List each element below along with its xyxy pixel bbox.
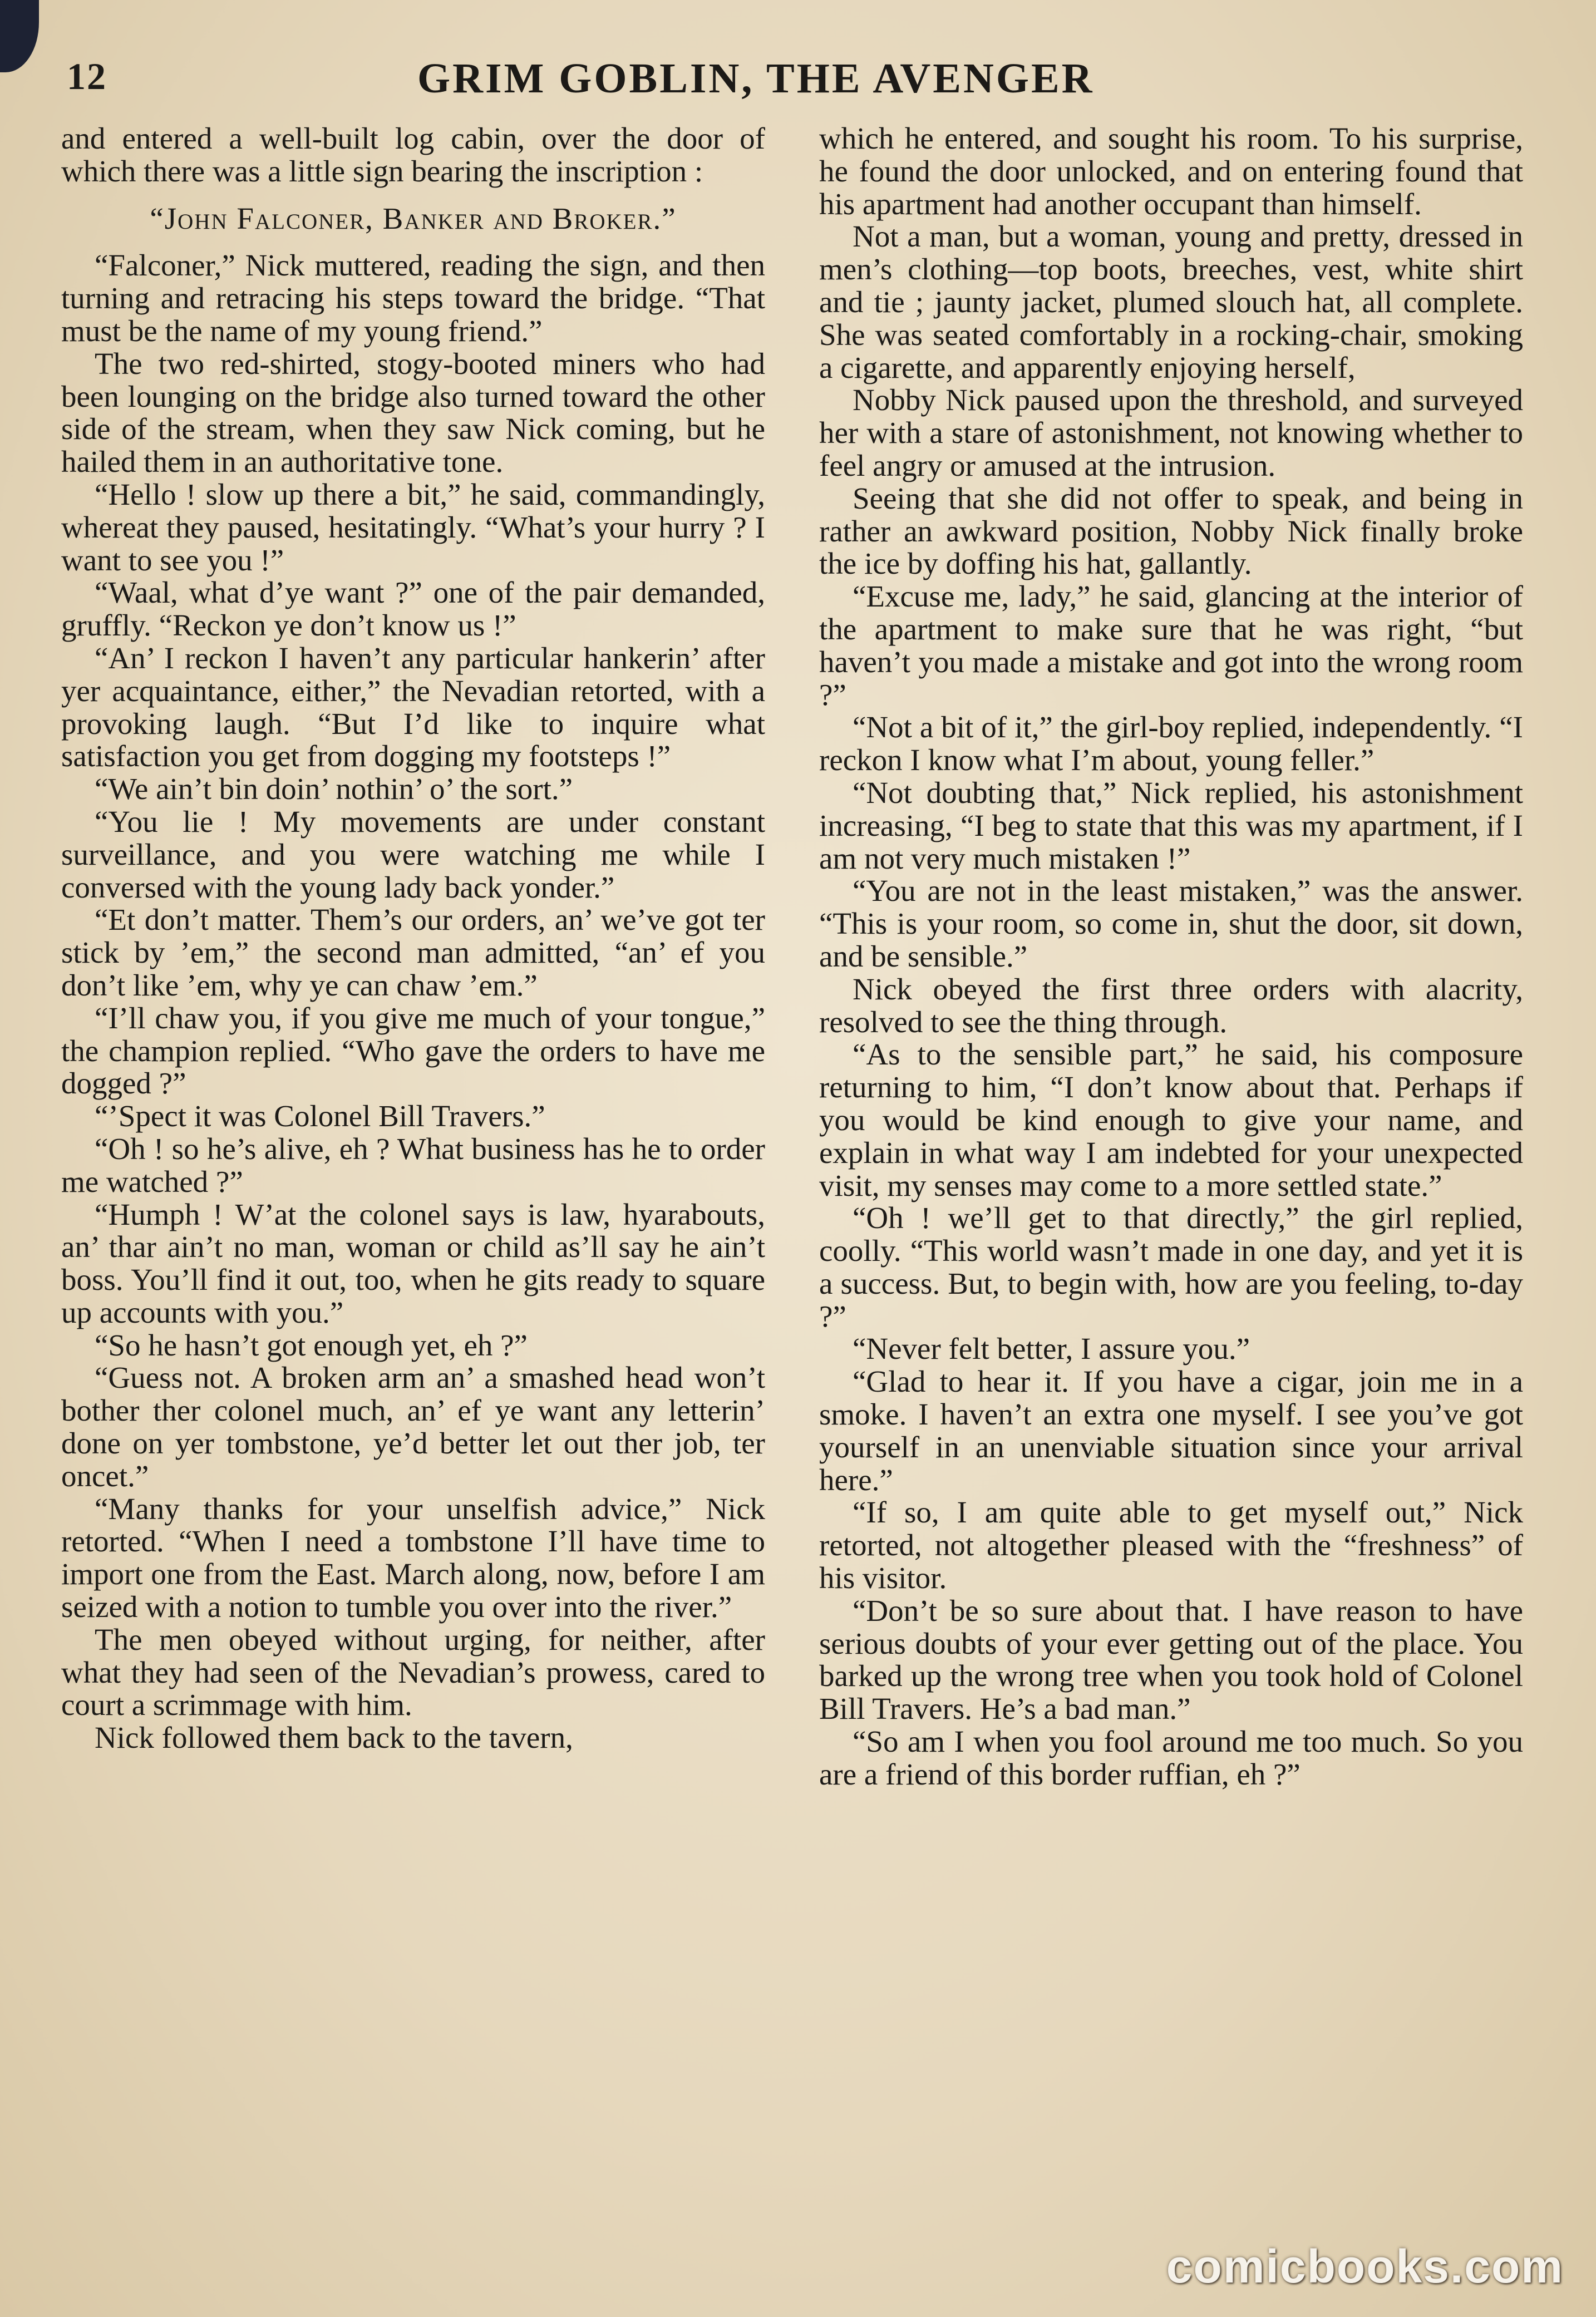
paragraph: “Falconer,” Nick muttered, reading the sign, and then turning and retracing his steps toward the bridge. “That must be the name of my young friend.”	[61, 248, 765, 348]
paragraph: “Many thanks for your unselfish advice,” Nick retorted. “When I need a tombstone I’ll have time to import one from the East. March along, now, before I am seized with a notion to tumble you over into the river.”	[61, 1491, 765, 1624]
sign-inscription: “John Falconer, Banker and Broker.”	[150, 201, 677, 235]
paragraph: “Oh ! so he’s alive, eh ? What business has he to order me watched ?”	[61, 1131, 765, 1199]
paragraph: “Don’t be so sure about that. I have reason to have serious doubts of your ever getting out of the place. You barked up the wrong tree when you took hold of Colonel Bill Travers. He’s a bad man.”	[819, 1593, 1523, 1726]
paragraph: “Not doubting that,” Nick replied, his astonishment increasing, “I beg to state that this was my apartment, if I am not very much mistaken !”	[819, 775, 1523, 875]
page-corner-stain	[0, 0, 39, 72]
site-watermark: comicbooks.com	[1166, 2240, 1564, 2293]
paragraph: “Humph ! W’at the colonel says is law, hyarabouts, an’ thar ain’t no man, woman or child as’ll say he ain’t boss. You’ll find it out, too, when he gits ready to square up accounts with you.”	[61, 1197, 765, 1329]
paragraph: and entered a well-built log cabin, over the door of which there was a little sign bearing the inscription :	[61, 121, 765, 188]
paragraph: Not a man, but a woman, young and pretty, dressed in men’s clothing—top boots, breeches, vest, white shirt and tie ; jaunty jacket, plumed slouch hat, all complete. She was seated comfortably in a rocking-chair, smoking a cigarette, and apparently enjoying herself,	[819, 219, 1523, 384]
paragraph: Nobby Nick paused upon the threshold, and surveyed her with a stare of astonishment, not knowing whether to feel angry or amused at the intrusion.	[819, 383, 1523, 482]
paragraph: “An’ I reckon I haven’t any particular hankerin’ after yer acquaintance, either,” the Nevadian retorted, with a provoking laugh. “But I’d like to inquire what satisfaction you get from dogging my footsteps !”	[61, 640, 765, 773]
paragraph: “Et don’t matter. Them’s our orders, an’ we’ve got ter stick by ’em,” the second man admitted, “an’ ef you don’t like ’em, why ye can chaw ’em.”	[61, 903, 765, 1002]
paragraph: “Never felt better, I assure you.”	[853, 1332, 1250, 1366]
paragraph: Seeing that she did not offer to speak, and being in rather an awkward position, Nobby Nick finally broke the ice by doffing his hat, gallantly.	[819, 481, 1523, 581]
paragraph: “I’ll chaw you, if you give me much of your tongue,” the champion replied. “Who gave the orders to have me dogged ?”	[61, 1000, 765, 1101]
left-column	[61, 122, 765, 1754]
paragraph: “So am I when you fool around me too much. So you are a friend of this border ruffian, eh ?”	[819, 1724, 1523, 1791]
paragraph: “As to the sensible part,” he said, his composure returning to him, “I don’t know about that. Perhaps if you would be kind enough to give your name, and explain in what way I am indebted for your unexpected visit, my senses may come to a more settled state.”	[819, 1037, 1523, 1202]
paragraph: “Not a bit of it,” the girl-boy replied, independently. “I reckon I know what I’m about, young feller.”	[819, 710, 1523, 777]
paragraph: “If so, I am quite able to get myself out,” Nick retorted, not altogether pleased with the “freshness” of his visitor.	[819, 1495, 1523, 1595]
paragraph: “You are not in the least mistaken,” was the answer. “This is your room, so come in, shut the door, sit down, and be sensible.”	[819, 874, 1523, 973]
paragraph: Nick followed them back to the tavern,	[95, 1721, 573, 1755]
paragraph: Nick obeyed the first three orders with alacrity, resolved to see the thing through.	[819, 972, 1523, 1039]
paragraph: “You lie ! My movements are under constant surveillance, and you were watching me while I conversed with the young lady back yonder.”	[61, 804, 765, 904]
paragraph: “’Spect it was Colonel Bill Travers.”	[95, 1099, 545, 1133]
paragraph: “Glad to hear it. If you have a cigar, join me in a smoke. I haven’t an extra one myself. I see you’ve got yourself in an unenviable situation since your arrival here.”	[819, 1364, 1523, 1497]
running-title: GRIM GOBLIN, THE AVENGER	[417, 55, 1095, 102]
paragraph: “Hello ! slow up there a bit,” he said, commandingly, whereat they paused, hesitatingly. “What’s your hurry ? I want to see you !”	[61, 477, 765, 577]
page-header	[61, 55, 1536, 116]
paragraph: The two red-shirted, stogy-booted miners who had been lounging on the bridge also turned toward the other side of the stream, when they saw Nick coming, but he hailed them in an authoritative tone.	[61, 346, 765, 479]
paragraph: “Waal, what d’ye want ?” one of the pair demanded, gruffly. “Reckon ye don’t know us !”	[61, 575, 765, 643]
paragraph: “So he hasn’t got enough yet, eh ?”	[95, 1328, 528, 1362]
paragraph: “Oh ! we’ll get to that directly,” the girl replied, coolly. “This world wasn’t made in one day, and yet it is a success. But, to begin with, how are you feeling, to-day ?”	[819, 1201, 1523, 1333]
page-number: 12	[67, 55, 107, 97]
paragraph: “We ain’t bin doin’ nothin’ o’ the sort.”	[95, 772, 573, 806]
paragraph: which he entered, and sought his room. To his surprise, he found the door unlocked, and on entering found that his apartment had another occupant than himself.	[819, 121, 1523, 221]
paragraph: The men obeyed without urging, for neither, after what they had seen of the Nevadian’s prowess, cared to court a scrimmage with him.	[61, 1622, 765, 1722]
paragraph: “Excuse me, lady,” he said, glancing at the interior of the apartment to make sure that he was right, “but haven’t you made a mistake and got into the wrong room ?”	[819, 579, 1523, 712]
paragraph: “Guess not. A broken arm an’ a smashed head won’t bother ther colonel much, an’ ef ye want any letterin’ done on yer tombstone, ye’d better let out ther job, ter oncet.”	[61, 1360, 765, 1493]
right-column	[819, 122, 1523, 1791]
